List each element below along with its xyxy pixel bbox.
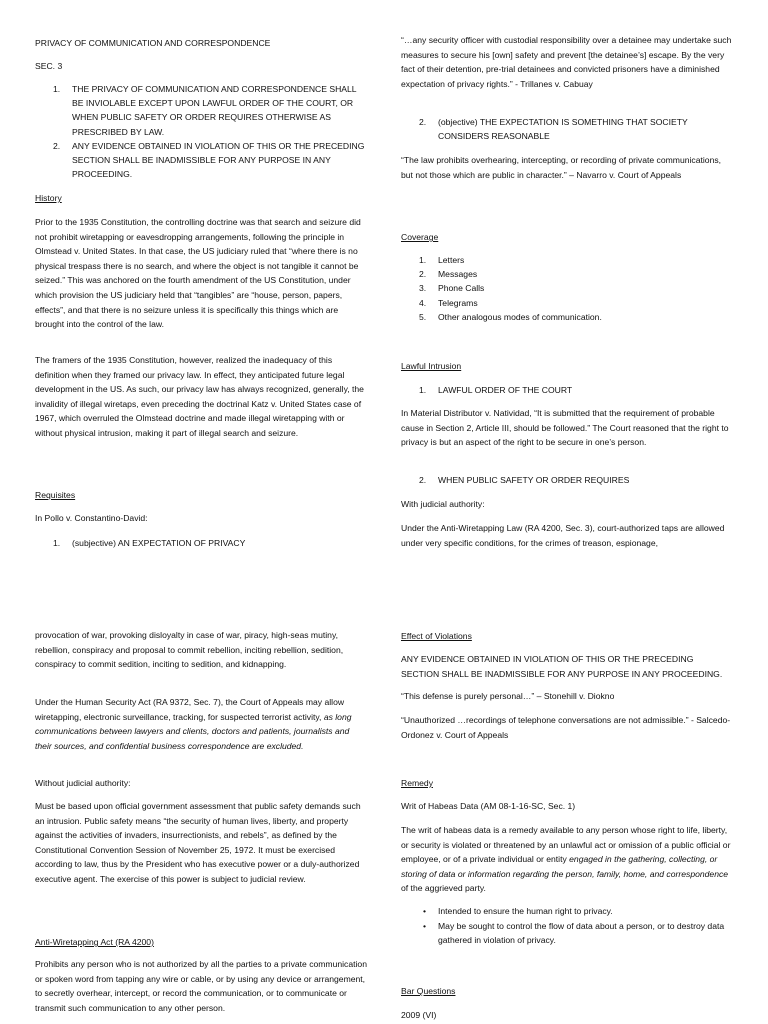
page-2: [0, 512, 768, 1024]
list-item: 1. Letters: [419, 255, 465, 265]
requisites-intro: In Pollo v. Constantino-David:: [35, 513, 148, 523]
requisite-list-1: [35, 536, 367, 551]
list-item: 1. LAWFUL ORDER OF THE COURT: [419, 385, 573, 395]
writ-citation: Writ of Habeas Data (AM 08-1-16-SC, Sec. 1): [401, 801, 576, 811]
anti-wiretapping-paragraph: Prohibits any person who is not authorized by all the parties to a private communication or spoken word from tapping any wire or cable, or by using any device or arrangement, to secretly overhear, intercept, or record the communication, or to communicate or transmit such communication to any other person.: [35, 959, 367, 1013]
habeas-data-paragraph: The writ of habeas data is a remedy available to any person whose right to life, liberty, or security is violated or threatened by an unlawful act or omission of a public official or employee, or of a private individual or entity engaged in the gathering, collecting, or storing of data or information regarding the person, family, home, and correspondence of the aggrieved party.: [401, 825, 731, 894]
list-item: 5. Other analogous modes of communication.: [419, 311, 602, 322]
effect-paragraph: ANY EVIDENCE OBTAINED IN VIOLATION OF THIS OR THE PRECEDING SECTION SHALL BE INADMISSIBLE FOR ANY PURPOSE IN ANY PROCEEDING.: [401, 654, 723, 679]
heading-history: History: [35, 193, 62, 203]
heading-requisites: Requisites: [35, 490, 76, 500]
document-title: PRIVACY OF COMMUNICATION AND CORRESPONDENCE: [35, 38, 271, 48]
list-item: 4. Telegrams: [419, 297, 478, 308]
lawful-list-1: [401, 383, 733, 398]
quote-navarro: “The law prohibits overhearing, intercepting, or recording of private communications, but not those which are public in character.” – Navarro v. Court of Appeals: [401, 155, 722, 180]
heading-anti-wiretapping-act: Anti-Wiretapping Act (RA 4200): [35, 937, 154, 947]
quote-trillanes: “…any security officer with custodial responsibility over a detainee may undertake such measures to secure his [own] safety and prevent [the detainee’s] escape. By the very fact of their detention, pre-trial detainees and convicted prisoners have a diminished expectation of privacy rights.” - Trillanes v. Cabuay: [401, 35, 732, 89]
list-item: 3. Phone Calls: [419, 283, 485, 294]
heading-effect-of-violations: Effect of Violations: [401, 631, 472, 641]
heading-remedy: Remedy: [401, 778, 433, 788]
continuation-paragraph: provocation of war, provoking disloyalty in case of war, piracy, high-seas mutiny, rebellion, conspiracy and proposal to commit rebellion, inciting rebellion, sedition, conspiracy to commit sedition, inciting to sedition, and kidnapping.: [35, 630, 344, 670]
list-item: 2. (objective) THE EXPECTATION IS SOMETHING THAT SOCIETY CONSIDERS REASONABLE: [419, 117, 688, 142]
anti-wiretapping-intro: Under the Anti-Wiretapping Law (RA 4200, Sec. 3), court-authorized taps are allowed under very specific conditions, for the crimes of treason, espionage,: [401, 523, 725, 548]
page-1-left-lower: [35, 0, 367, 512]
without-judicial-authority-label: Without judicial authority:: [35, 778, 131, 788]
quote-salcedo: “Unauthorized …recordings of telephone conversations are not admissible.” - Salcedo-Ordonez v. Court of Appeals: [401, 715, 731, 740]
list-item: • May be sought to control the flow of data about a person, or to destroy data gathered in violation of privacy.: [423, 920, 725, 946]
list-item: 2. Messages: [419, 269, 478, 280]
history-paragraph-1: Prior to the 1935 Constitution, the controlling doctrine was that search and seizure did not prohibit wiretapping or eavesdropping arrangements, following the principle in Olmstead v. United States. In that case, the US judiciary ruled that “where there is no physical trespass there is no search, and where the object is not tangible it cannot be seized.” This was anchored on the fourth amendment of the US Constitution, under which provision the US judiciary held that “tangibles” are “house, person, papers, effects”, and that there is no seizure unless it is specifically this things which are brought into the control of the law.: [35, 217, 361, 330]
list-item: 2. ANY EVIDENCE OBTAINED IN VIOLATION OF THIS OR THE PRECEDING SECTION SHALL BE INADMISSIBLE FOR ANY PURPOSE IN ANY PROCEEDING.: [53, 140, 365, 180]
list-item: 1. THE PRIVACY OF COMMUNICATION AND CORRESPONDENCE SHALL BE INVIOLABLE EXCEPT UPON LAWFUL ORDER OF THE COURT, OR WHEN PUBLIC SAFETY OR ORDER REQUIRES OTHERWISE AS PRESCRIBED BY LAW.: [53, 84, 357, 137]
heading-bar-questions: Bar Questions: [401, 986, 456, 996]
material-distributor-paragraph: In Material Distributor v. Natividad, “It is submitted that the requirement of probable cause in Section 2, Article III, should be followed.” The Court reasoned that the right to privacy is but an aspect of the right to be secure in one’s person.: [401, 408, 729, 448]
quote-stonehill: “This defense is purely personal…” – Stonehill v. Diokno: [401, 691, 615, 701]
list-item: 1. (subjective) AN EXPECTATION OF PRIVACY: [53, 538, 246, 548]
list-item: • Intended to ensure the human right to privacy.: [423, 906, 613, 916]
habeas-bullet-list: [401, 904, 733, 948]
with-judicial-authority-label: With judicial authority:: [401, 499, 485, 509]
history-paragraph-2: The framers of the 1935 Constitution, however, realized the inadequacy of this definition when they framed our privacy law. In effect, they anticipated future legal development in the US. As such, our privacy law has always recognized, generally, the invalidity of illegal wiretaps, even preceding the doctrinal Katz v. United States case of 1967, which overruled the Olmstead doctrine and made illegal wiretapping with or without physical intrusion, making it part of illegal search and seizure.: [35, 355, 364, 438]
requisite-list-2: [401, 115, 733, 143]
heading-coverage: Coverage: [401, 232, 439, 242]
without-judicial-paragraph: Must be based upon official government assessment that public safety demands such an intrusion. Public safety means “the security of human lives, liberty, and property against the activities of invaders, insurrectionists, and rebels”, as defined by the Constitutional Convention Session of November 25, 1972. It must be exercised according to law, thus by the President who has executive power or a duly-authorized executive agent. The exercise of this power is subject to judicial review.: [35, 801, 361, 884]
coverage-list: [401, 253, 733, 324]
human-security-act-paragraph: Under the Human Security Act (RA 9372, Sec. 7), the Court of Appeals may allow wiretapping, electronic surveillance, tracking, for suspected terrorist activity, as long communications between lawyers and clients, doctors and patients, journalists and their sources, and confidential business correspondence are excluded.: [35, 697, 352, 751]
list-item: 2. WHEN PUBLIC SAFETY OR ORDER REQUIRES: [419, 475, 630, 485]
lawful-list-2: [401, 473, 733, 488]
bar-question-year: 2009 (VI): [401, 1010, 437, 1020]
heading-lawful-intrusion: Lawful Intrusion: [401, 361, 462, 371]
section-number: SEC. 3: [35, 61, 63, 71]
